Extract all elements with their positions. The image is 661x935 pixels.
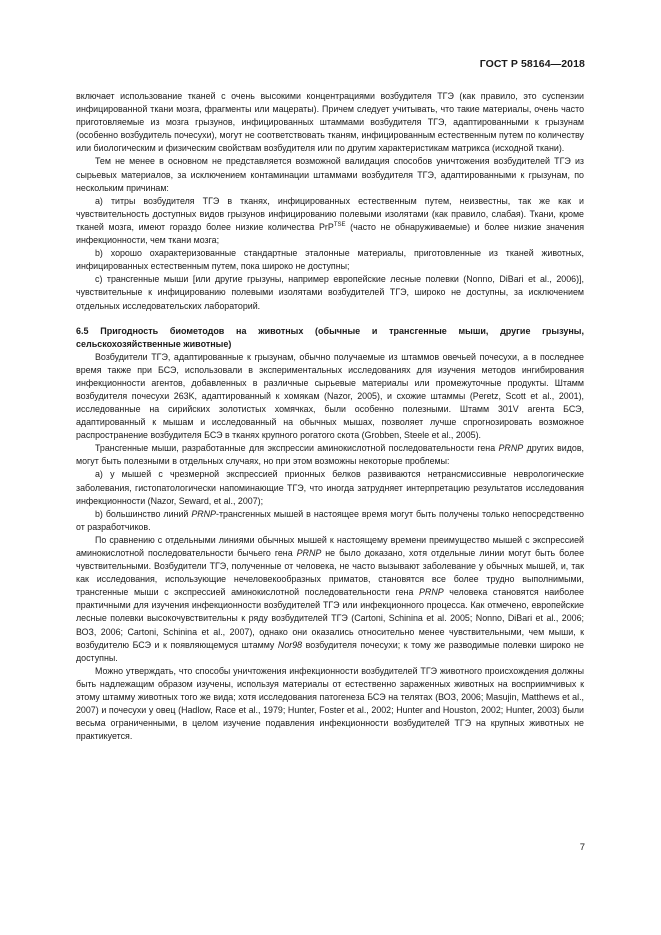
item-text: а) титры возбудителя ТГЭ в тканях, инфицированных естественным путем, неизвестны, так же как и чувствительность доступных видов грызунов инфицированию полевыми изолятами (как правило, слабая). Ткани, кроме тканей мозга, имеют гораздо более низкие количества PrP	[76, 195, 584, 232]
list-item-a	[76, 195, 584, 247]
paragraph	[76, 534, 584, 665]
paragraph: включает использование тканей с очень высокими концентрациями возбудителя ТГЭ (как правило, это суспензии инфицированной ткани мозга, фрагменты или мацераты). Причем следует учитывать, что такие материалы, очень часто приготовляемые из мозга грызунов, инфицированных штаммами возбудителя ТГЭ, адаптированными к грызунам (особенно возбудитель почесухи), могут не соответствовать тканям, инфицированным естественным путем по количеству или биологическим и физическим свойствам возбудителя или по другим характеристикам матрикса (исходной ткани).	[76, 91, 584, 154]
text-run: других видов, могут быть полезными в отдельных случаях, но при этом возможны некоторые проблемы:	[76, 443, 585, 467]
item-text: (часто не обнаруживаемые) и более низкие значения инфекционности, чем ткани мозга;	[76, 221, 585, 246]
paragraph: Возбудители ТГЭ, адаптированные к грызунам, обычно получаемые из штаммов овечьей почесухи, а в последнее время также при БСЭ, использовали в экспериментальных исследованиях для изучения методов ингибирования инфекционности агентов, добавленных в различные сырьевые материалы или промежуточные продукты. Штамм возбудителя почесухи 263K, адаптированный к хомякам (Nazor, 2005), и схожие штаммы (Peretz, Scott et al., 2001), исследованные на сирийских золотистых хомячках, были особенно полезными. Штамм 301V агента БСЭ, адаптированный к мышам и исследованный на обычных мышах, позволяет лучше спрогнозировать возможное распространение возбудителя БСЭ в тканях крупного рогатого скота (Grobben, Steele et al., 2005).	[76, 351, 584, 441]
gene-name: PRNP	[296, 548, 322, 558]
document-body	[76, 90, 584, 743]
section-title: 6.5 Пригодность биометодов на животных (обычные и трансгенные мыши, другие грызуны, сельскохозяйственные животные)	[76, 325, 584, 349]
gene-name: PRNP	[191, 508, 216, 519]
list-item-b	[76, 508, 584, 534]
text-run: возбудителя почесухи; к тому же разводимые полевки широко не доступны.	[76, 639, 584, 663]
text-run: Трансгенные мыши, разработанные для экспрессии аминокислотной последовательности гена	[95, 443, 499, 454]
paragraph: Можно утверждать, что способы уничтожения инфекционности возбудителей ТГЭ животного происхождения должны быть надлежащим образом изучены, используя материалы от естественно зараженных животных на восприимчивых к этому штамму животных того же вида; хотя исследования патогенеза БСЭ на телятах (ВОЗ, 2006; Masujin, Matthews et al., 2007) и почесухи у овец (Hadlow, Race et al., 1979; Hunter, Foster et al., 2002; Hunter and Houston, 2002; Hunter, 2003) были весьма ограниченными, в целом изучение подавления инфекционности возбудителей ТГЭ на крупных животных не практикуется.	[76, 665, 584, 742]
page-number: 7	[579, 842, 585, 853]
text-run: -трансгенных мышей в настоящее время могут быть получены только непосредственно от разработчиков.	[76, 508, 584, 532]
paragraph	[76, 442, 584, 468]
text-run: b) большинство линий	[95, 508, 192, 519]
list-item-b: b) хорошо охарактеризованные стандартные эталонные материалы, приготовленные из тканей животных, инфицированных естественным путем, пока широко не доступны;	[76, 248, 584, 272]
superscript: TSE	[333, 221, 346, 228]
gene-name: PRNP	[498, 443, 524, 454]
document-header: ГОСТ Р 58164—2018	[479, 58, 585, 70]
text-run: не было доказано, хотя отдельные линии могут быть более чувствительными. Возбудители ТГЭ, полученные от человека, не часто вызывают заболевание у обычных мышей, и, так как исследования, использующие нечеловекообразных приматов, становятся все более трудно выполнимыми, трансгенные мыши с экспрессией аминокислотной последовательности гена	[76, 548, 585, 598]
strain-name: Nor98	[277, 639, 303, 650]
text-run: По сравнению с отдельными линиями обычных мышей к настоящему времени преимущество мышей с экспрессией аминокислотной последовательности бычьего гена	[76, 534, 584, 558]
text-run: человека становятся наиболее практичными для изучения инфекционности возбудителей ТГЭ или инфекционного процесса. Как отмечено, европейские лесные полевки высокочувствительны к ряду возбудителей ТГЭ (Cartoni, Schinina et al. 2005; Nonno, DiBari et al., 2006; ВОЗ, 2006; Cartoni, Schinina et al., 2007), однако они оказались относительно менее чувствительными, чем мыши, к возбудителю БСЭ и к появляющемуся штамму	[76, 587, 584, 650]
list-item-c: c) трансгенные мыши [или другие грызуны, например европейские лесные полевки (Nonno, DiBari et al., 2006)], чувствительные к инфицированию полевыми изолятами возбудителей ТГЭ, широко не доступны, за исключением отдельных исследовательских лабораторий.	[76, 274, 584, 311]
list-item-a: а) у мышей с чрезмерной экспрессией прионных белков развиваются нетрансмиссивные неврологические заболевания, гистопатологически напоминающие ТГЭ, что иногда затрудняет интерпретацию результатов исследования инфекционности (Nazor, Seward, et al., 2007);	[76, 469, 584, 506]
gene-name: PRNP	[419, 587, 444, 598]
paragraph: Тем не менее в основном не представляется возможной валидация способов уничтожения возбудителей ТГЭ из сырьевых материалов, за исключением контаминации штаммами возбудителя ТГЭ, адаптированными к грызунам, по нескольким причинам:	[76, 156, 584, 193]
